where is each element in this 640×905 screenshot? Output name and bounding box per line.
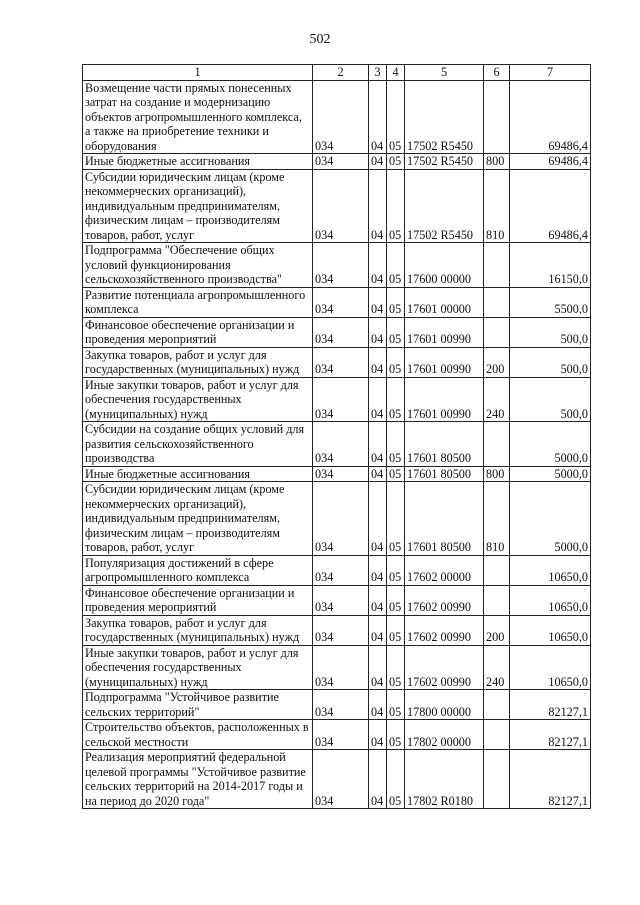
row-name-cell: Развитие потенциала агропромышленного комплекса	[83, 287, 313, 317]
table-row	[83, 645, 591, 690]
row-value-cell	[484, 287, 510, 317]
row-value-cell: 17602 00990	[405, 645, 484, 690]
row-name-cell: Иные бюджетные ассигнования	[83, 154, 313, 170]
row-value-cell: 034	[313, 690, 369, 720]
row-name-cell: Субсидии юридическим лицам (кроме некоммерческих организаций), индивидуальным предпринимателям, физическим лицам – производителям товаров, работ, услуг	[83, 169, 313, 243]
table-row	[83, 720, 591, 750]
row-value-cell: 82127,1	[510, 750, 591, 809]
row-name-cell: Закупка товаров, работ и услуг для государственных (муниципальных) нужд	[83, 615, 313, 645]
row-value-cell: 034	[313, 243, 369, 288]
row-value-cell: 10650,0	[510, 555, 591, 585]
row-value-cell: 17602 00990	[405, 615, 484, 645]
header-cell: 7	[510, 65, 591, 81]
table-row	[83, 466, 591, 482]
table-row	[83, 169, 591, 243]
row-value-cell: 17601 00000	[405, 287, 484, 317]
row-value-cell: 04	[369, 154, 387, 170]
row-value-cell: 17601 80500	[405, 466, 484, 482]
row-name-cell: Закупка товаров, работ и услуг для государственных (муниципальных) нужд	[83, 347, 313, 377]
row-value-cell: 200	[484, 347, 510, 377]
row-value-cell	[484, 555, 510, 585]
row-value-cell: 034	[313, 482, 369, 556]
row-value-cell: 04	[369, 169, 387, 243]
row-value-cell: 034	[313, 80, 369, 154]
row-value-cell: 05	[387, 555, 405, 585]
row-value-cell: 05	[387, 169, 405, 243]
row-value-cell: 17602 00000	[405, 555, 484, 585]
row-value-cell: 04	[369, 615, 387, 645]
budget-table	[82, 64, 591, 809]
row-value-cell	[484, 720, 510, 750]
row-value-cell: 500,0	[510, 377, 591, 422]
row-value-cell: 034	[313, 466, 369, 482]
row-value-cell	[484, 243, 510, 288]
row-name-cell: Иные закупки товаров, работ и услуг для обеспечения государственных (муниципальных) нужд	[83, 645, 313, 690]
row-value-cell: 05	[387, 615, 405, 645]
row-value-cell: 05	[387, 317, 405, 347]
table-row	[83, 690, 591, 720]
row-value-cell	[484, 750, 510, 809]
row-value-cell: 04	[369, 645, 387, 690]
row-value-cell: 034	[313, 645, 369, 690]
row-value-cell: 69486,4	[510, 169, 591, 243]
row-value-cell: 034	[313, 555, 369, 585]
row-name-cell: Иные бюджетные ассигнования	[83, 466, 313, 482]
row-value-cell: 17502 R5450	[405, 80, 484, 154]
row-value-cell: 034	[313, 585, 369, 615]
row-value-cell: 05	[387, 287, 405, 317]
row-value-cell: 05	[387, 720, 405, 750]
row-value-cell: 5000,0	[510, 422, 591, 467]
row-value-cell: 04	[369, 585, 387, 615]
row-name-cell: Строительство объектов, расположенных в сельской местности	[83, 720, 313, 750]
row-value-cell: 69486,4	[510, 154, 591, 170]
table-row	[83, 422, 591, 467]
row-value-cell: 04	[369, 243, 387, 288]
row-value-cell: 500,0	[510, 317, 591, 347]
table-row	[83, 482, 591, 556]
row-value-cell: 05	[387, 690, 405, 720]
row-value-cell: 034	[313, 287, 369, 317]
row-name-cell: Финансовое обеспечение организации и проведения мероприятий	[83, 585, 313, 615]
row-value-cell: 034	[313, 347, 369, 377]
table-row	[83, 243, 591, 288]
row-value-cell: 17802 00000	[405, 720, 484, 750]
row-value-cell: 04	[369, 422, 387, 467]
row-value-cell: 82127,1	[510, 720, 591, 750]
row-value-cell: 04	[369, 80, 387, 154]
row-value-cell: 05	[387, 645, 405, 690]
row-name-cell: Субсидии на создание общих условий для развития сельскохозяйственного производства	[83, 422, 313, 467]
row-value-cell: 800	[484, 154, 510, 170]
header-row	[83, 65, 591, 81]
row-value-cell: 17600 00000	[405, 243, 484, 288]
row-value-cell: 034	[313, 750, 369, 809]
table-row	[83, 615, 591, 645]
row-value-cell: 05	[387, 422, 405, 467]
row-value-cell	[484, 690, 510, 720]
table-row	[83, 154, 591, 170]
row-name-cell: Подпрограмма "Обеспечение общих условий функционирования сельскохозяйственного производства"	[83, 243, 313, 288]
table-row	[83, 377, 591, 422]
row-value-cell: 17802 R0180	[405, 750, 484, 809]
row-value-cell: 5000,0	[510, 482, 591, 556]
row-name-cell: Иные закупки товаров, работ и услуг для обеспечения государственных (муниципальных) нужд	[83, 377, 313, 422]
row-name-cell: Финансовое обеспечение организации и проведения мероприятий	[83, 317, 313, 347]
row-value-cell: 17601 80500	[405, 482, 484, 556]
row-value-cell: 05	[387, 585, 405, 615]
row-value-cell: 810	[484, 169, 510, 243]
table-row	[83, 585, 591, 615]
page-number: 502	[309, 32, 331, 47]
header-cell: 1	[83, 65, 313, 81]
row-value-cell: 04	[369, 482, 387, 556]
row-name-cell: Реализация мероприятий федеральной целевой программы "Устойчивое развитие сельских территорий на 2014-2017 годы и на период до 2020 года"	[83, 750, 313, 809]
row-value-cell: 05	[387, 377, 405, 422]
row-value-cell: 5000,0	[510, 466, 591, 482]
row-value-cell: 10650,0	[510, 615, 591, 645]
row-value-cell: 034	[313, 154, 369, 170]
header-cell: 4	[387, 65, 405, 81]
row-value-cell: 04	[369, 690, 387, 720]
row-value-cell: 17602 00990	[405, 585, 484, 615]
row-value-cell: 04	[369, 347, 387, 377]
row-value-cell	[484, 80, 510, 154]
table-row	[83, 555, 591, 585]
row-value-cell: 10650,0	[510, 645, 591, 690]
row-value-cell: 04	[369, 720, 387, 750]
row-value-cell	[484, 317, 510, 347]
row-value-cell: 17601 00990	[405, 317, 484, 347]
row-value-cell: 240	[484, 645, 510, 690]
row-value-cell: 034	[313, 422, 369, 467]
row-name-cell: Возмещение части прямых понесенных затрат на создание и модернизацию объектов агропромышленного комплекса, а также на приобретение техники и оборудования	[83, 80, 313, 154]
row-value-cell: 05	[387, 243, 405, 288]
row-value-cell: 17601 80500	[405, 422, 484, 467]
row-value-cell: 034	[313, 720, 369, 750]
table-row	[83, 750, 591, 809]
row-value-cell: 034	[313, 615, 369, 645]
header-cell: 2	[313, 65, 369, 81]
row-value-cell: 82127,1	[510, 690, 591, 720]
row-value-cell: 240	[484, 377, 510, 422]
row-value-cell	[484, 422, 510, 467]
table-row	[83, 317, 591, 347]
row-value-cell: 034	[313, 169, 369, 243]
row-name-cell: Подпрограмма "Устойчивое развитие сельских территорий"	[83, 690, 313, 720]
table-row	[83, 287, 591, 317]
row-value-cell: 69486,4	[510, 80, 591, 154]
table-row	[83, 347, 591, 377]
header-cell: 3	[369, 65, 387, 81]
row-value-cell: 05	[387, 750, 405, 809]
header-cell: 5	[405, 65, 484, 81]
row-value-cell: 034	[313, 317, 369, 347]
row-value-cell: 04	[369, 287, 387, 317]
row-value-cell: 034	[313, 377, 369, 422]
row-value-cell: 5500,0	[510, 287, 591, 317]
row-value-cell: 05	[387, 347, 405, 377]
row-value-cell: 05	[387, 80, 405, 154]
row-value-cell: 10650,0	[510, 585, 591, 615]
row-value-cell: 04	[369, 317, 387, 347]
row-value-cell: 810	[484, 482, 510, 556]
row-value-cell: 04	[369, 377, 387, 422]
row-value-cell: 17502 R5450	[405, 154, 484, 170]
table-row	[83, 80, 591, 154]
row-value-cell: 800	[484, 466, 510, 482]
row-value-cell: 16150,0	[510, 243, 591, 288]
row-value-cell: 04	[369, 750, 387, 809]
row-value-cell: 17601 00990	[405, 377, 484, 422]
row-value-cell: 17800 00000	[405, 690, 484, 720]
row-value-cell: 05	[387, 154, 405, 170]
row-name-cell: Популяризация достижений в сфере агропромышленного комплекса	[83, 555, 313, 585]
row-value-cell: 04	[369, 466, 387, 482]
row-value-cell: 500,0	[510, 347, 591, 377]
header-cell: 6	[484, 65, 510, 81]
row-value-cell: 05	[387, 466, 405, 482]
row-value-cell: 200	[484, 615, 510, 645]
row-value-cell: 17502 R5450	[405, 169, 484, 243]
row-value-cell	[484, 585, 510, 615]
row-value-cell: 04	[369, 555, 387, 585]
row-value-cell: 17601 00990	[405, 347, 484, 377]
row-name-cell: Субсидии юридическим лицам (кроме некоммерческих организаций), индивидуальным предпринимателям, физическим лицам – производителям товаров, работ, услуг	[83, 482, 313, 556]
row-value-cell: 05	[387, 482, 405, 556]
